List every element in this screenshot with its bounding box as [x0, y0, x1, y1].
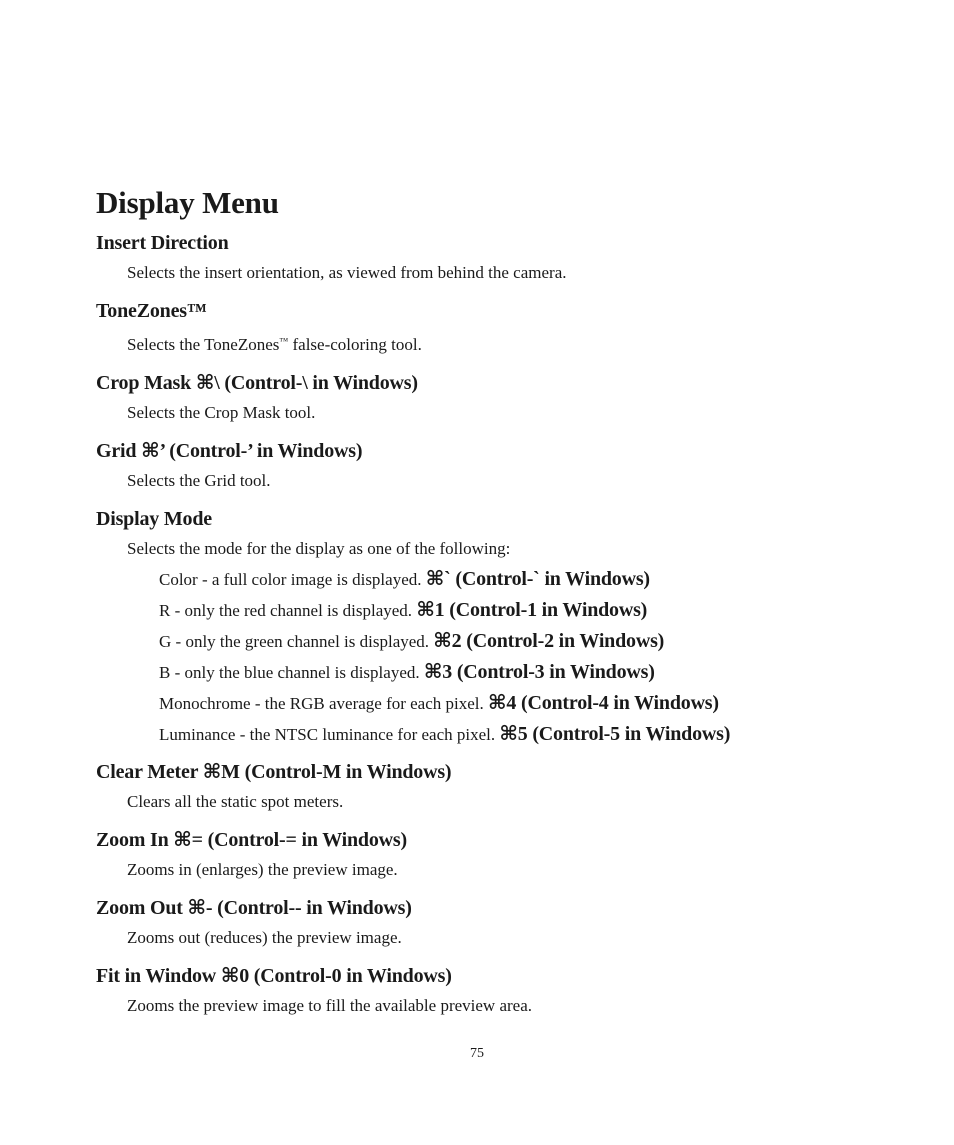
- display-mode-item: [159, 564, 916, 595]
- mode-shortcut: ⌘2 (Control-2 in Windows): [433, 630, 665, 652]
- section-tonezones: [96, 296, 916, 360]
- mode-shortcut: ⌘1 (Control-1 in Windows): [416, 599, 648, 621]
- section-description: Zooms in (enlarges) the preview image.: [127, 860, 398, 879]
- mode-description: Color - a full color image is displayed.: [159, 570, 426, 589]
- section-zoom-in: [96, 825, 916, 885]
- display-mode-item: [159, 657, 916, 688]
- description-text: false-coloring tool.: [288, 335, 422, 354]
- mode-description: B - only the blue channel is displayed.: [159, 663, 424, 682]
- section-clear-meter: [96, 757, 916, 817]
- section-heading: Fit in Window ⌘0 (Control-0 in Windows): [96, 965, 452, 987]
- section-description: Selects the Crop Mask tool.: [127, 403, 316, 422]
- section-description: Zooms out (reduces) the preview image.: [127, 928, 402, 947]
- section-display-mode: [96, 504, 916, 750]
- mode-shortcut: ⌘3 (Control-3 in Windows): [423, 661, 655, 683]
- section-heading: Crop Mask ⌘\ (Control-\ in Windows): [96, 372, 418, 394]
- section-crop-mask: [96, 368, 916, 428]
- section-heading: Insert Direction: [96, 232, 229, 254]
- section-heading: Grid ⌘’ (Control-’ in Windows): [96, 440, 363, 462]
- section-heading: Zoom In ⌘= (Control-= in Windows): [96, 829, 407, 851]
- mode-shortcut: ⌘5 (Control-5 in Windows): [499, 723, 731, 745]
- section-fit-in-window: [96, 961, 916, 1021]
- menu-item-list: [96, 228, 916, 1029]
- section-description: Selects the insert orientation, as viewed from behind the camera.: [127, 263, 567, 282]
- page-number: 75: [470, 1046, 484, 1061]
- section-insert-direction: [96, 228, 916, 288]
- section-description: Selects the Grid tool.: [127, 471, 271, 490]
- display-mode-item: [159, 595, 916, 626]
- page-title: Display Menu: [96, 185, 279, 220]
- section-heading: ToneZones™: [96, 300, 207, 322]
- description-text: Selects the ToneZones: [127, 335, 280, 354]
- section-description: Zooms the preview image to fill the available preview area.: [127, 996, 533, 1015]
- mode-description: Monochrome - the RGB average for each pixel.: [159, 694, 489, 713]
- mode-description: G - only the green channel is displayed.: [159, 632, 434, 651]
- section-zoom-out: [96, 893, 916, 953]
- section-heading: Clear Meter ⌘M (Control-M in Windows): [96, 761, 452, 783]
- display-mode-list: [96, 564, 916, 750]
- mode-shortcut: ⌘4 (Control-4 in Windows): [488, 692, 719, 714]
- mode-description: Luminance - the NTSC luminance for each pixel.: [159, 725, 500, 744]
- section-grid: [96, 436, 916, 496]
- section-description: Clears all the static spot meters.: [127, 792, 344, 811]
- display-mode-item: [159, 719, 916, 750]
- display-mode-item: [159, 688, 916, 719]
- section-description: Selects the mode for the display as one of the following:: [127, 539, 511, 558]
- section-heading: Display Mode: [96, 508, 212, 530]
- mode-description: R - only the red channel is displayed.: [159, 601, 417, 620]
- mode-shortcut: ⌘` (Control-` in Windows): [425, 568, 650, 590]
- trademark-symbol: ™: [279, 336, 289, 346]
- section-heading: Zoom Out ⌘- (Control-- in Windows): [96, 897, 412, 919]
- display-mode-item: [159, 626, 916, 657]
- section-description: [127, 326, 916, 360]
